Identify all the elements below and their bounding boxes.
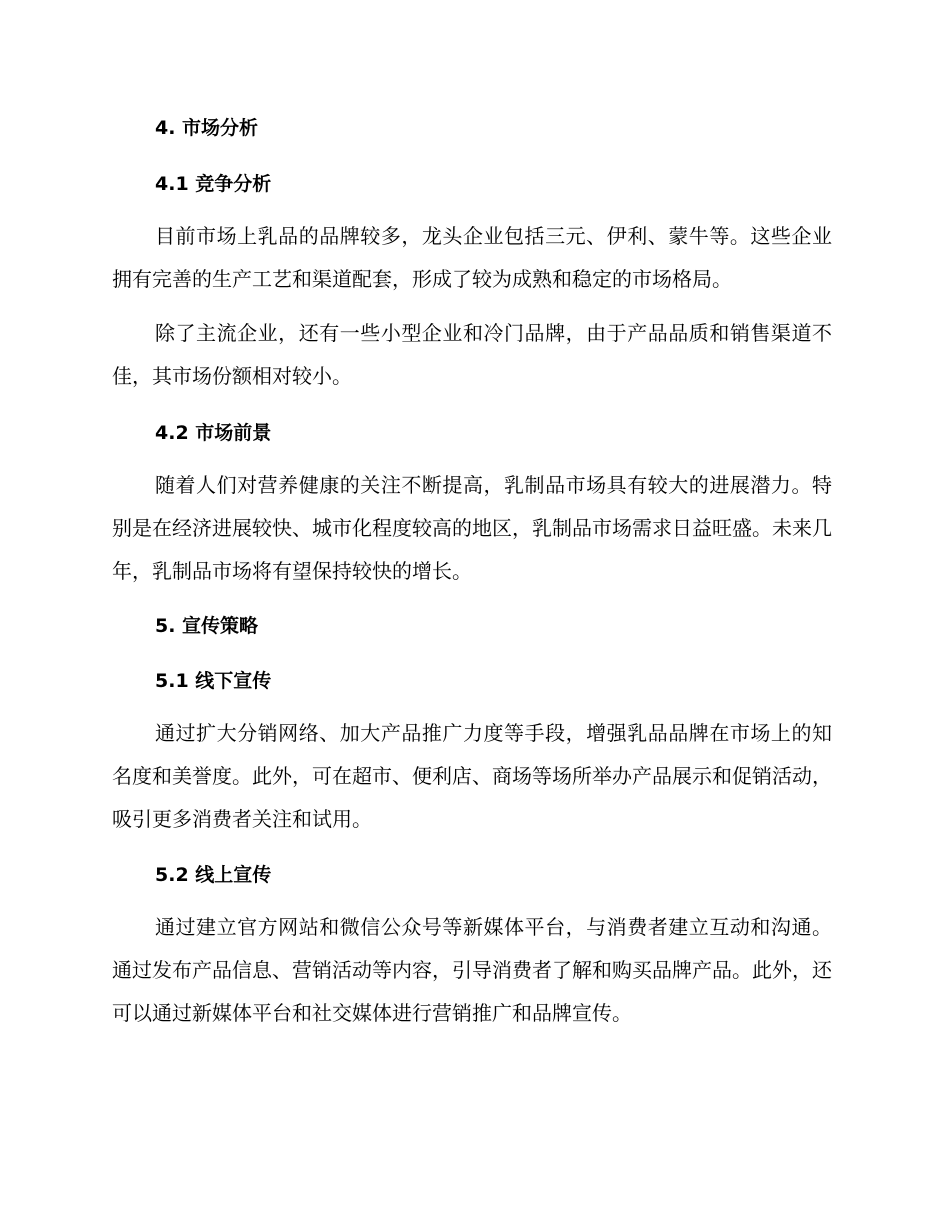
section-heading-competition-analysis: 4.1 竞争分析	[155, 173, 272, 195]
section-heading-promotion-strategy: 5. 宣传策略	[155, 615, 259, 637]
paragraph-offline-promotion: 通过扩大分销网络、加大产品推广力度等手段，增强乳品品牌在市场上的知名度和美誉度。此外，可在超市、便利店、商场等场所举办产品展示和促销活动，吸引更多消费者关注和试用。	[112, 721, 832, 831]
paragraph-market-outlook: 随着人们对营养健康的关注不断提高，乳制品市场具有较大的进展潜力。特别是在经济进展较快、城市化程度较高的地区，乳制品市场需求日益旺盛。未来几年，乳制品市场将有望保持较快的增长。	[112, 473, 832, 583]
section-heading-offline-promotion: 5.1 线下宣传	[155, 670, 272, 692]
paragraph-online-promotion: 通过建立官方网站和微信公众号等新媒体平台，与消费者建立互动和沟通。通过发布产品信息、营销活动等内容，引导消费者了解和购买品牌产品。此外，还可以通过新媒体平台和社交媒体进行营销推广和品牌宣传。	[112, 915, 832, 1025]
paragraph-competition-1: 目前市场上乳品的品牌较多，龙头企业包括三元、伊利、蒙牛等。这些企业拥有完善的生产工艺和渠道配套，形成了较为成熟和稳定的市场格局。	[112, 224, 832, 291]
section-heading-market-outlook: 4.2 市场前景	[155, 422, 272, 444]
section-heading-online-promotion: 5.2 线上宣传	[155, 864, 272, 886]
section-heading-market-analysis: 4. 市场分析	[155, 117, 259, 139]
paragraph-competition-2: 除了主流企业，还有一些小型企业和冷门品牌，由于产品品质和销售渠道不佳，其市场份额相对较小。	[112, 321, 832, 388]
